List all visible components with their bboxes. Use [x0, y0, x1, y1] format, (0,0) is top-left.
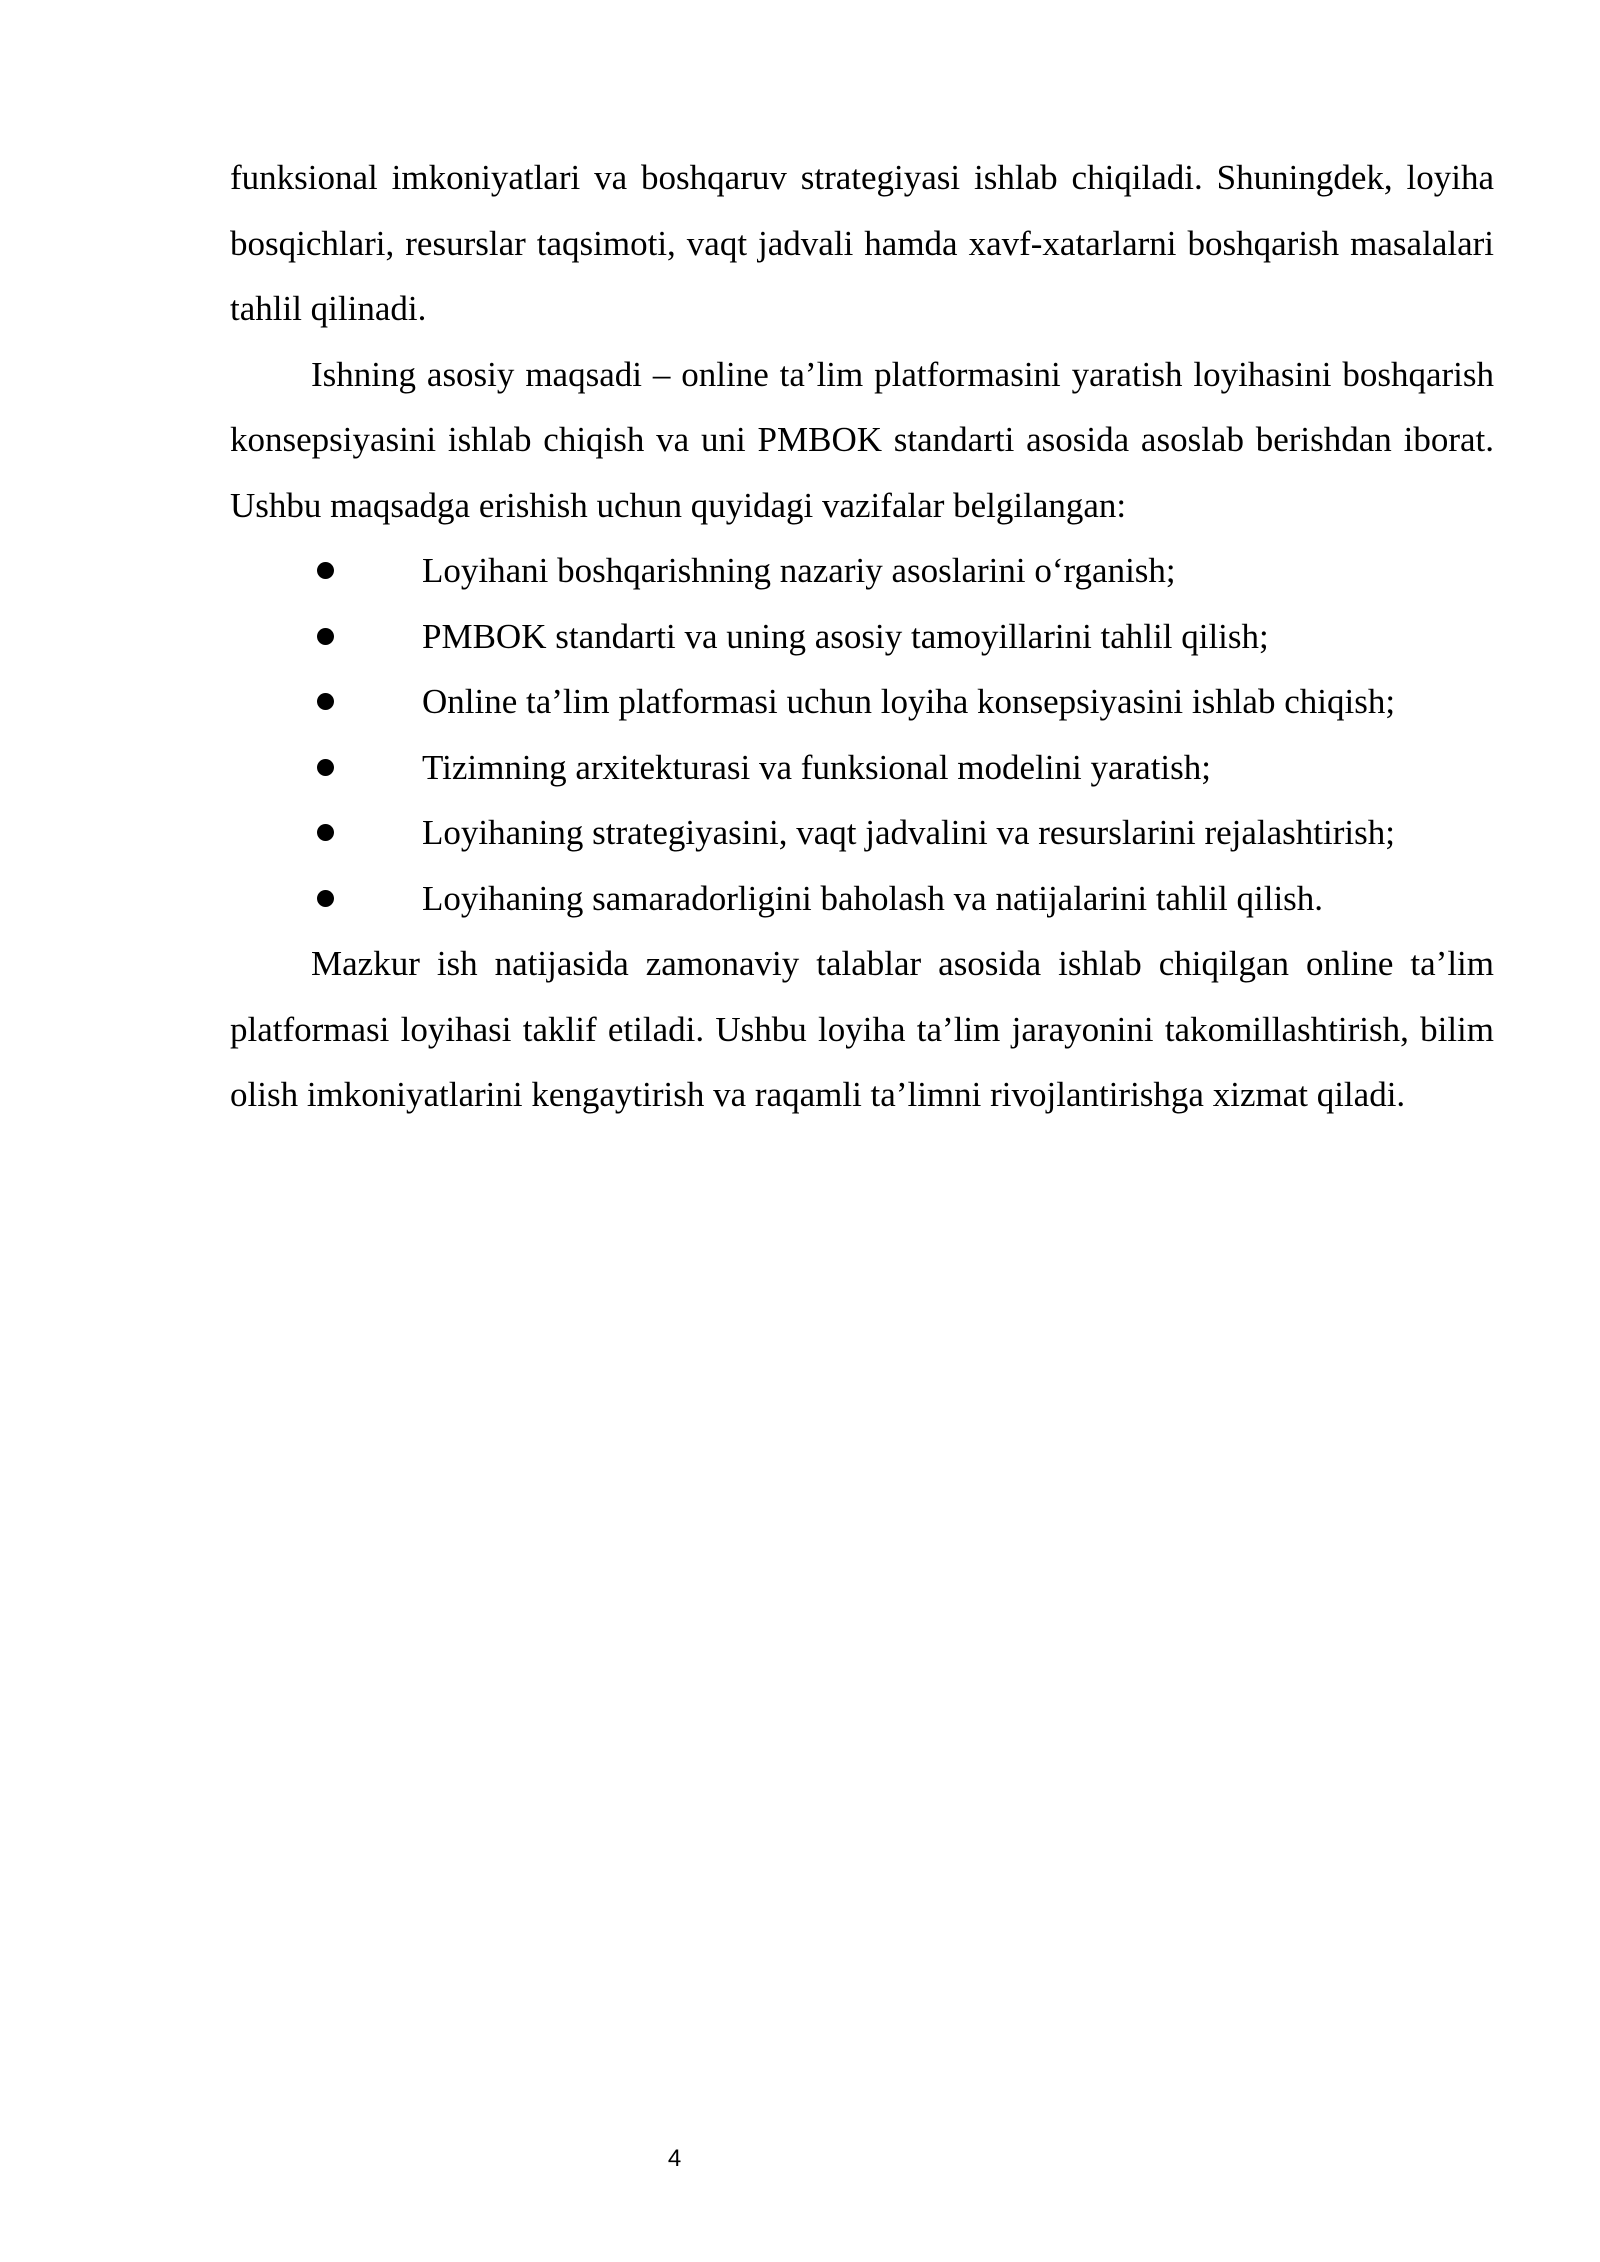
bullet-icon	[230, 604, 422, 670]
paragraph-continuation: funksional imkoniyatlari va boshqaruv strategiyasi ishlab chiqiladi. Shuningdek, loyiha bosqichlari, resurslar taqsimoti, vaqt jadvali hamda xavf-xatarlarni boshqarish masalalari tahlil qilinadi.	[230, 158, 1494, 328]
list-item-text: Loyihaning strategiyasini, vaqt jadvalini va resurslarini rejalashtirish;	[422, 813, 1395, 852]
bullet-icon	[230, 669, 422, 735]
task-list	[230, 538, 1494, 931]
bullet-icon	[230, 866, 422, 932]
bullet-icon	[230, 538, 422, 604]
list-item	[230, 735, 1494, 801]
list-item	[230, 669, 1494, 735]
list-item-text: Loyihani boshqarishning nazariy asoslarini o‘rganish;	[422, 551, 1176, 590]
paragraph-conclusion: Mazkur ish natijasida zamonaviy talablar asosida ishlab chiqilgan online ta’lim platformasi loyihasi taklif etiladi. Ushbu loyiha ta’lim jarayonini takomillashtirish, bilim olish imkoniyatlarini kengaytirish va raqamli ta’limni rivojlantirishga xizmat qiladi.	[230, 944, 1494, 1114]
bullet-icon	[230, 800, 422, 866]
list-item	[230, 800, 1494, 866]
list-item-text: Online ta’lim platformasi uchun loyiha konsepsiyasini ishlab chiqish;	[422, 682, 1396, 721]
bullet-icon	[230, 735, 422, 801]
list-item-text: PMBOK standarti va uning asosiy tamoyillarini tahlil qilish;	[422, 616, 1269, 656]
page-number: 4	[667, 2145, 682, 2172]
list-item	[230, 866, 1494, 932]
paragraph-goal: Ishning asosiy maqsadi – online ta’lim platformasini yaratish loyihasini boshqarish konsepsiyasini ishlab chiqish va uni PMBOK standarti asosida asoslab berishdan iborat. Ushbu maqsadga erishish uchun quyidagi vazifalar belgilangan:	[230, 354, 1494, 525]
page-content	[230, 145, 1494, 1128]
list-item	[230, 604, 1494, 670]
list-item	[230, 538, 1494, 604]
list-item-text: Tizimning arxitekturasi va funksional modelini yaratish;	[422, 747, 1212, 787]
list-item-text: Loyihaning samaradorligini baholash va natijalarini tahlil qilish.	[422, 878, 1324, 918]
